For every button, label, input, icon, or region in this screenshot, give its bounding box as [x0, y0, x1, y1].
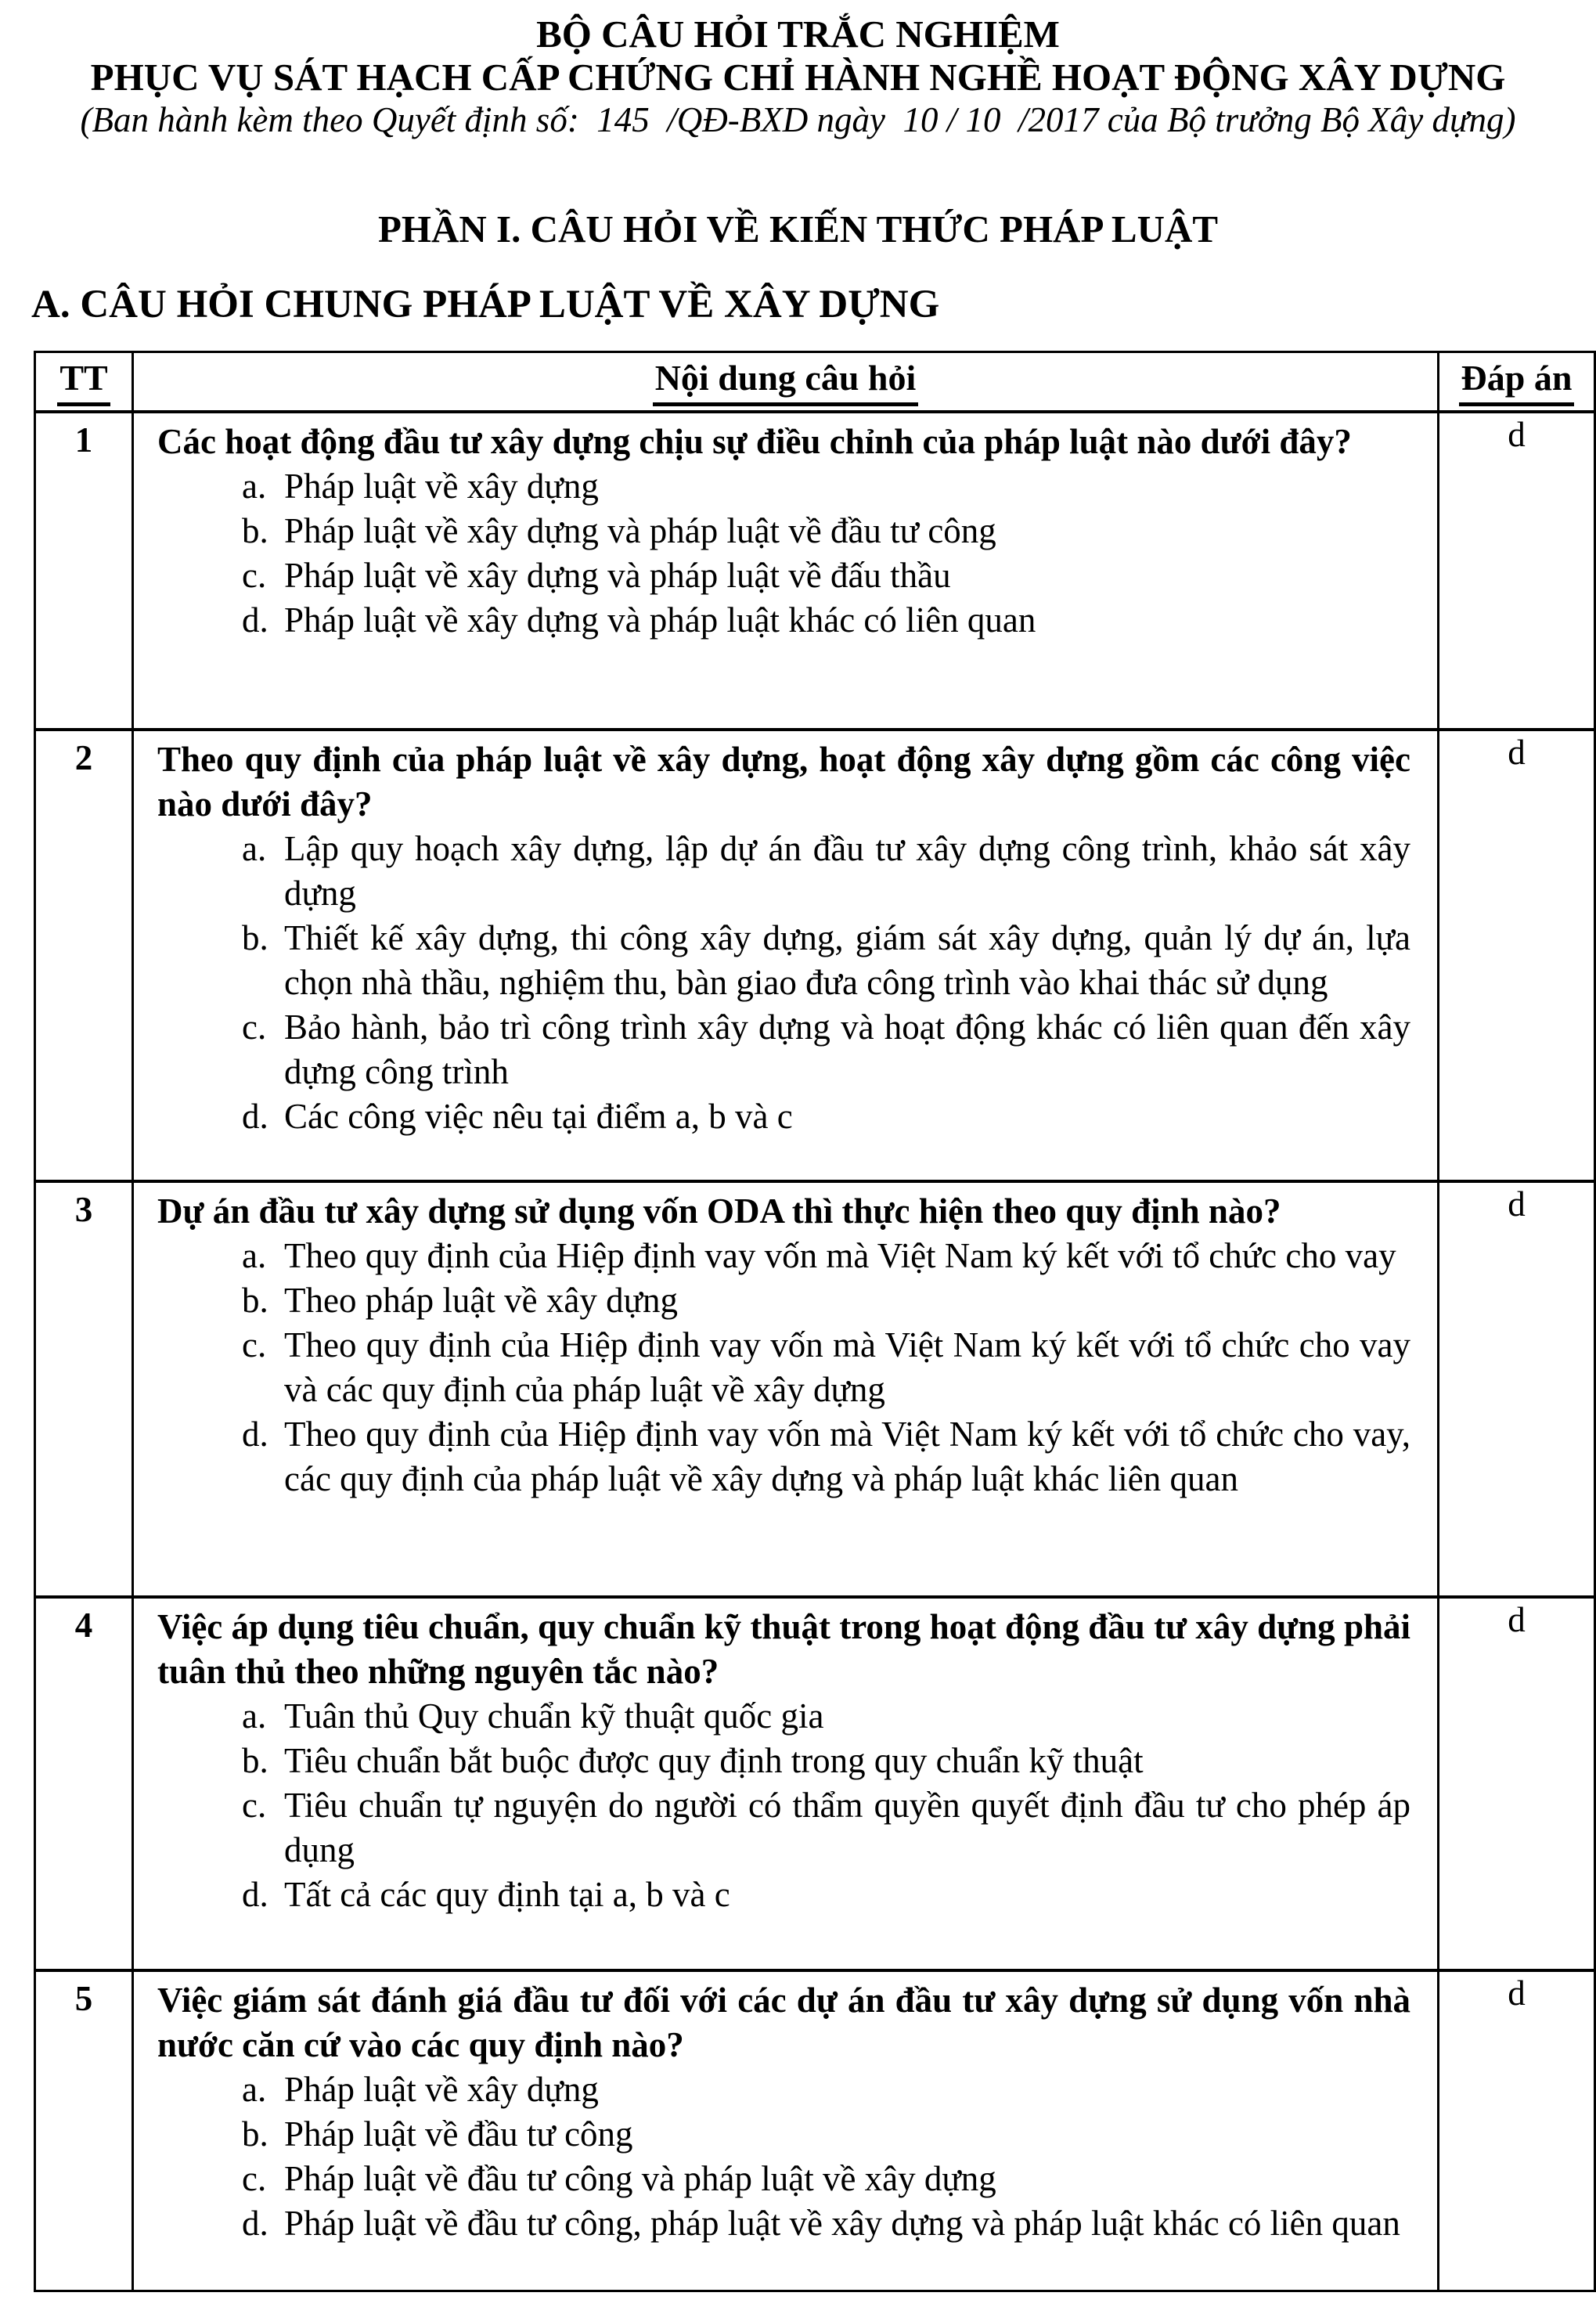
option-text: Bảo hành, bảo trì công trình xây dựng và hoạt động khác có liên quan đến xây dựng công trình	[284, 1007, 1410, 1091]
table-header-row	[35, 352, 1595, 412]
option-label: b.	[242, 2114, 268, 2154]
question-5-content	[133, 1970, 1439, 2291]
question-1-option-b	[242, 509, 1410, 553]
question-4-option-b	[242, 1739, 1410, 1783]
option-label: b.	[242, 1280, 268, 1320]
option-text: Lập quy hoạch xây dựng, lập dự án đầu tư xây dựng công trình, khảo sát xây dựng	[284, 828, 1410, 913]
section-title: A. CÂU HỎI CHUNG PHÁP LUẬT VỀ XÂY DỰNG	[31, 283, 940, 326]
option-label: a.	[242, 1696, 267, 1736]
option-label: c.	[242, 1785, 267, 1825]
question-5-text: Việc giám sát đánh giá đầu tư đối với các dự án đầu tư xây dựng sử dụng vốn nhà nước căn cứ vào các quy định nào?	[157, 1980, 1410, 2064]
option-label: d.	[242, 1874, 268, 1914]
option-text: Tuân thủ Quy chuẩn kỹ thuật quốc gia	[284, 1696, 824, 1736]
question-2-text: Theo quy định của pháp luật về xây dựng, hoạt động xây dựng gồm các công việc nào dưới đây?	[157, 739, 1410, 824]
question-1-option-c	[242, 553, 1410, 598]
option-label: b.	[242, 510, 268, 550]
question-4-number: 4	[35, 1597, 133, 1970]
question-2-number: 2	[35, 730, 133, 1181]
question-5-option-b	[242, 2112, 1410, 2157]
question-1-text: Các hoạt động đầu tư xây dựng chịu sự điều chỉnh của pháp luật nào dưới đây?	[157, 421, 1352, 461]
option-text: Theo quy định của Hiệp định vay vốn mà Việt Nam ký kết với tổ chức cho vay	[284, 1235, 1396, 1275]
option-text: Thiết kế xây dựng, thi công xây dựng, giám sát xây dựng, quản lý dự án, lựa chọn nhà thầu, nghiệm thu, bàn giao đưa công trình vào khai thác sử dụng	[284, 917, 1410, 1002]
question-3-option-a	[242, 1234, 1410, 1278]
question-4-answer: d	[1439, 1597, 1595, 1970]
option-text: Pháp luật về xây dựng	[284, 466, 599, 506]
document-title-line2: PHỤC VỤ SÁT HẠCH CẤP CHỨNG CHỈ HÀNH NGHỀ HOẠT ĐỘNG XÂY DỰNG	[90, 56, 1506, 99]
question-2-option-c	[242, 1005, 1410, 1094]
option-label: b.	[242, 917, 268, 957]
option-text: Tiêu chuẩn tự nguyện do người có thẩm quyền quyết định đầu tư cho phép áp dụng	[284, 1785, 1410, 1869]
option-label: a.	[242, 466, 267, 506]
question-1-option-a	[242, 464, 1410, 509]
option-text: Pháp luật về xây dựng và pháp luật khác có liên quan	[284, 600, 1036, 640]
option-label: d.	[242, 600, 268, 640]
option-text: Pháp luật về xây dựng và pháp luật về đầu tư công	[284, 510, 996, 550]
question-3-text: Dự án đầu tư xây dựng sử dụng vốn ODA thì thực hiện theo quy định nào?	[157, 1191, 1281, 1231]
option-label: d.	[242, 1096, 268, 1136]
question-3-option-c	[242, 1323, 1410, 1412]
option-text: Theo quy định của Hiệp định vay vốn mà Việt Nam ký kết với tổ chức cho vay và các quy định của pháp luật về xây dựng	[284, 1325, 1410, 1409]
option-label: c.	[242, 1325, 267, 1364]
option-text: Pháp luật về xây dựng và pháp luật về đấu thầu	[284, 555, 951, 595]
question-2-option-a	[242, 827, 1410, 916]
option-text: Theo quy định của Hiệp định vay vốn mà Việt Nam ký kết với tổ chức cho vay, các quy định của pháp luật về xây dựng và pháp luật khác liên quan	[284, 1414, 1410, 1498]
option-label: a.	[242, 1235, 267, 1275]
question-1-answer: d	[1439, 412, 1595, 730]
question-3-content	[133, 1181, 1439, 1597]
question-4-text: Việc áp dụng tiêu chuẩn, quy chuẩn kỹ thuật trong hoạt động đầu tư xây dựng phải tuân thủ theo những nguyên tắc nào?	[157, 1606, 1410, 1691]
part-title: PHẦN I. CÂU HỎI VỀ KIẾN THỨC PHÁP LUẬT	[377, 207, 1219, 251]
question-3-answer: d	[1439, 1181, 1595, 1597]
option-text: Pháp luật về đầu tư công	[284, 2114, 633, 2154]
question-2-option-b	[242, 916, 1410, 1005]
option-text: Pháp luật về đầu tư công và pháp luật về xây dựng	[284, 2158, 996, 2198]
question-table	[34, 351, 1596, 2292]
option-text: Pháp luật về xây dựng	[284, 2069, 599, 2109]
question-row-5	[35, 1970, 1595, 2291]
column-header-tt	[35, 352, 133, 412]
column-header-tt-label: TT	[57, 357, 110, 406]
question-2-option-d	[242, 1094, 1410, 1139]
option-text: Các công việc nêu tại điểm a, b và c	[284, 1096, 793, 1136]
question-3-option-b	[242, 1278, 1410, 1323]
option-label: a.	[242, 2069, 267, 2109]
question-1-option-d	[242, 598, 1410, 643]
question-1-number: 1	[35, 412, 133, 730]
question-4-option-d	[242, 1873, 1410, 1917]
question-5-option-a	[242, 2067, 1410, 2112]
document-issuance-note: (Ban hành kèm theo Quyết định số: 145 /QĐ-BXD ngày 10 / 10 /2017 của Bộ trưởng Bộ Xây dựng)	[80, 100, 1516, 139]
question-5-answer: d	[1439, 1970, 1595, 2291]
option-label: c.	[242, 1007, 267, 1047]
question-5-option-c	[242, 2157, 1410, 2201]
column-header-content	[133, 352, 1439, 412]
question-3-number: 3	[35, 1181, 133, 1597]
column-header-content-label: Nội dung câu hỏi	[653, 357, 919, 406]
question-3-option-d	[242, 1412, 1410, 1501]
column-header-answer	[1439, 352, 1595, 412]
option-text: Tất cả các quy định tại a, b và c	[284, 1874, 730, 1914]
question-5-option-d	[242, 2201, 1410, 2246]
question-4-option-c	[242, 1783, 1410, 1873]
question-row-3	[35, 1181, 1595, 1597]
question-2-content	[133, 730, 1439, 1181]
option-label: b.	[242, 1740, 268, 1780]
question-row-4	[35, 1597, 1595, 1970]
option-text: Tiêu chuẩn bắt buộc được quy định trong quy chuẩn kỹ thuật	[284, 1740, 1144, 1780]
question-1-content	[133, 412, 1439, 730]
question-row-2	[35, 730, 1595, 1181]
document-title-line1: BỘ CÂU HỎI TRẮC NGHIỆM	[536, 13, 1060, 56]
option-label: d.	[242, 2203, 268, 2243]
question-4-content	[133, 1597, 1439, 1970]
question-2-answer: d	[1439, 730, 1595, 1181]
question-5-number: 5	[35, 1970, 133, 2291]
option-label: c.	[242, 2158, 267, 2198]
option-label: d.	[242, 1414, 268, 1454]
option-label: c.	[242, 555, 267, 595]
question-row-1	[35, 412, 1595, 730]
question-4-option-a	[242, 1694, 1410, 1739]
column-header-answer-label: Đáp án	[1459, 357, 1575, 406]
option-text: Pháp luật về đầu tư công, pháp luật về xây dựng và pháp luật khác có liên quan	[284, 2203, 1400, 2243]
option-text: Theo pháp luật về xây dựng	[284, 1280, 678, 1320]
option-label: a.	[242, 828, 267, 868]
